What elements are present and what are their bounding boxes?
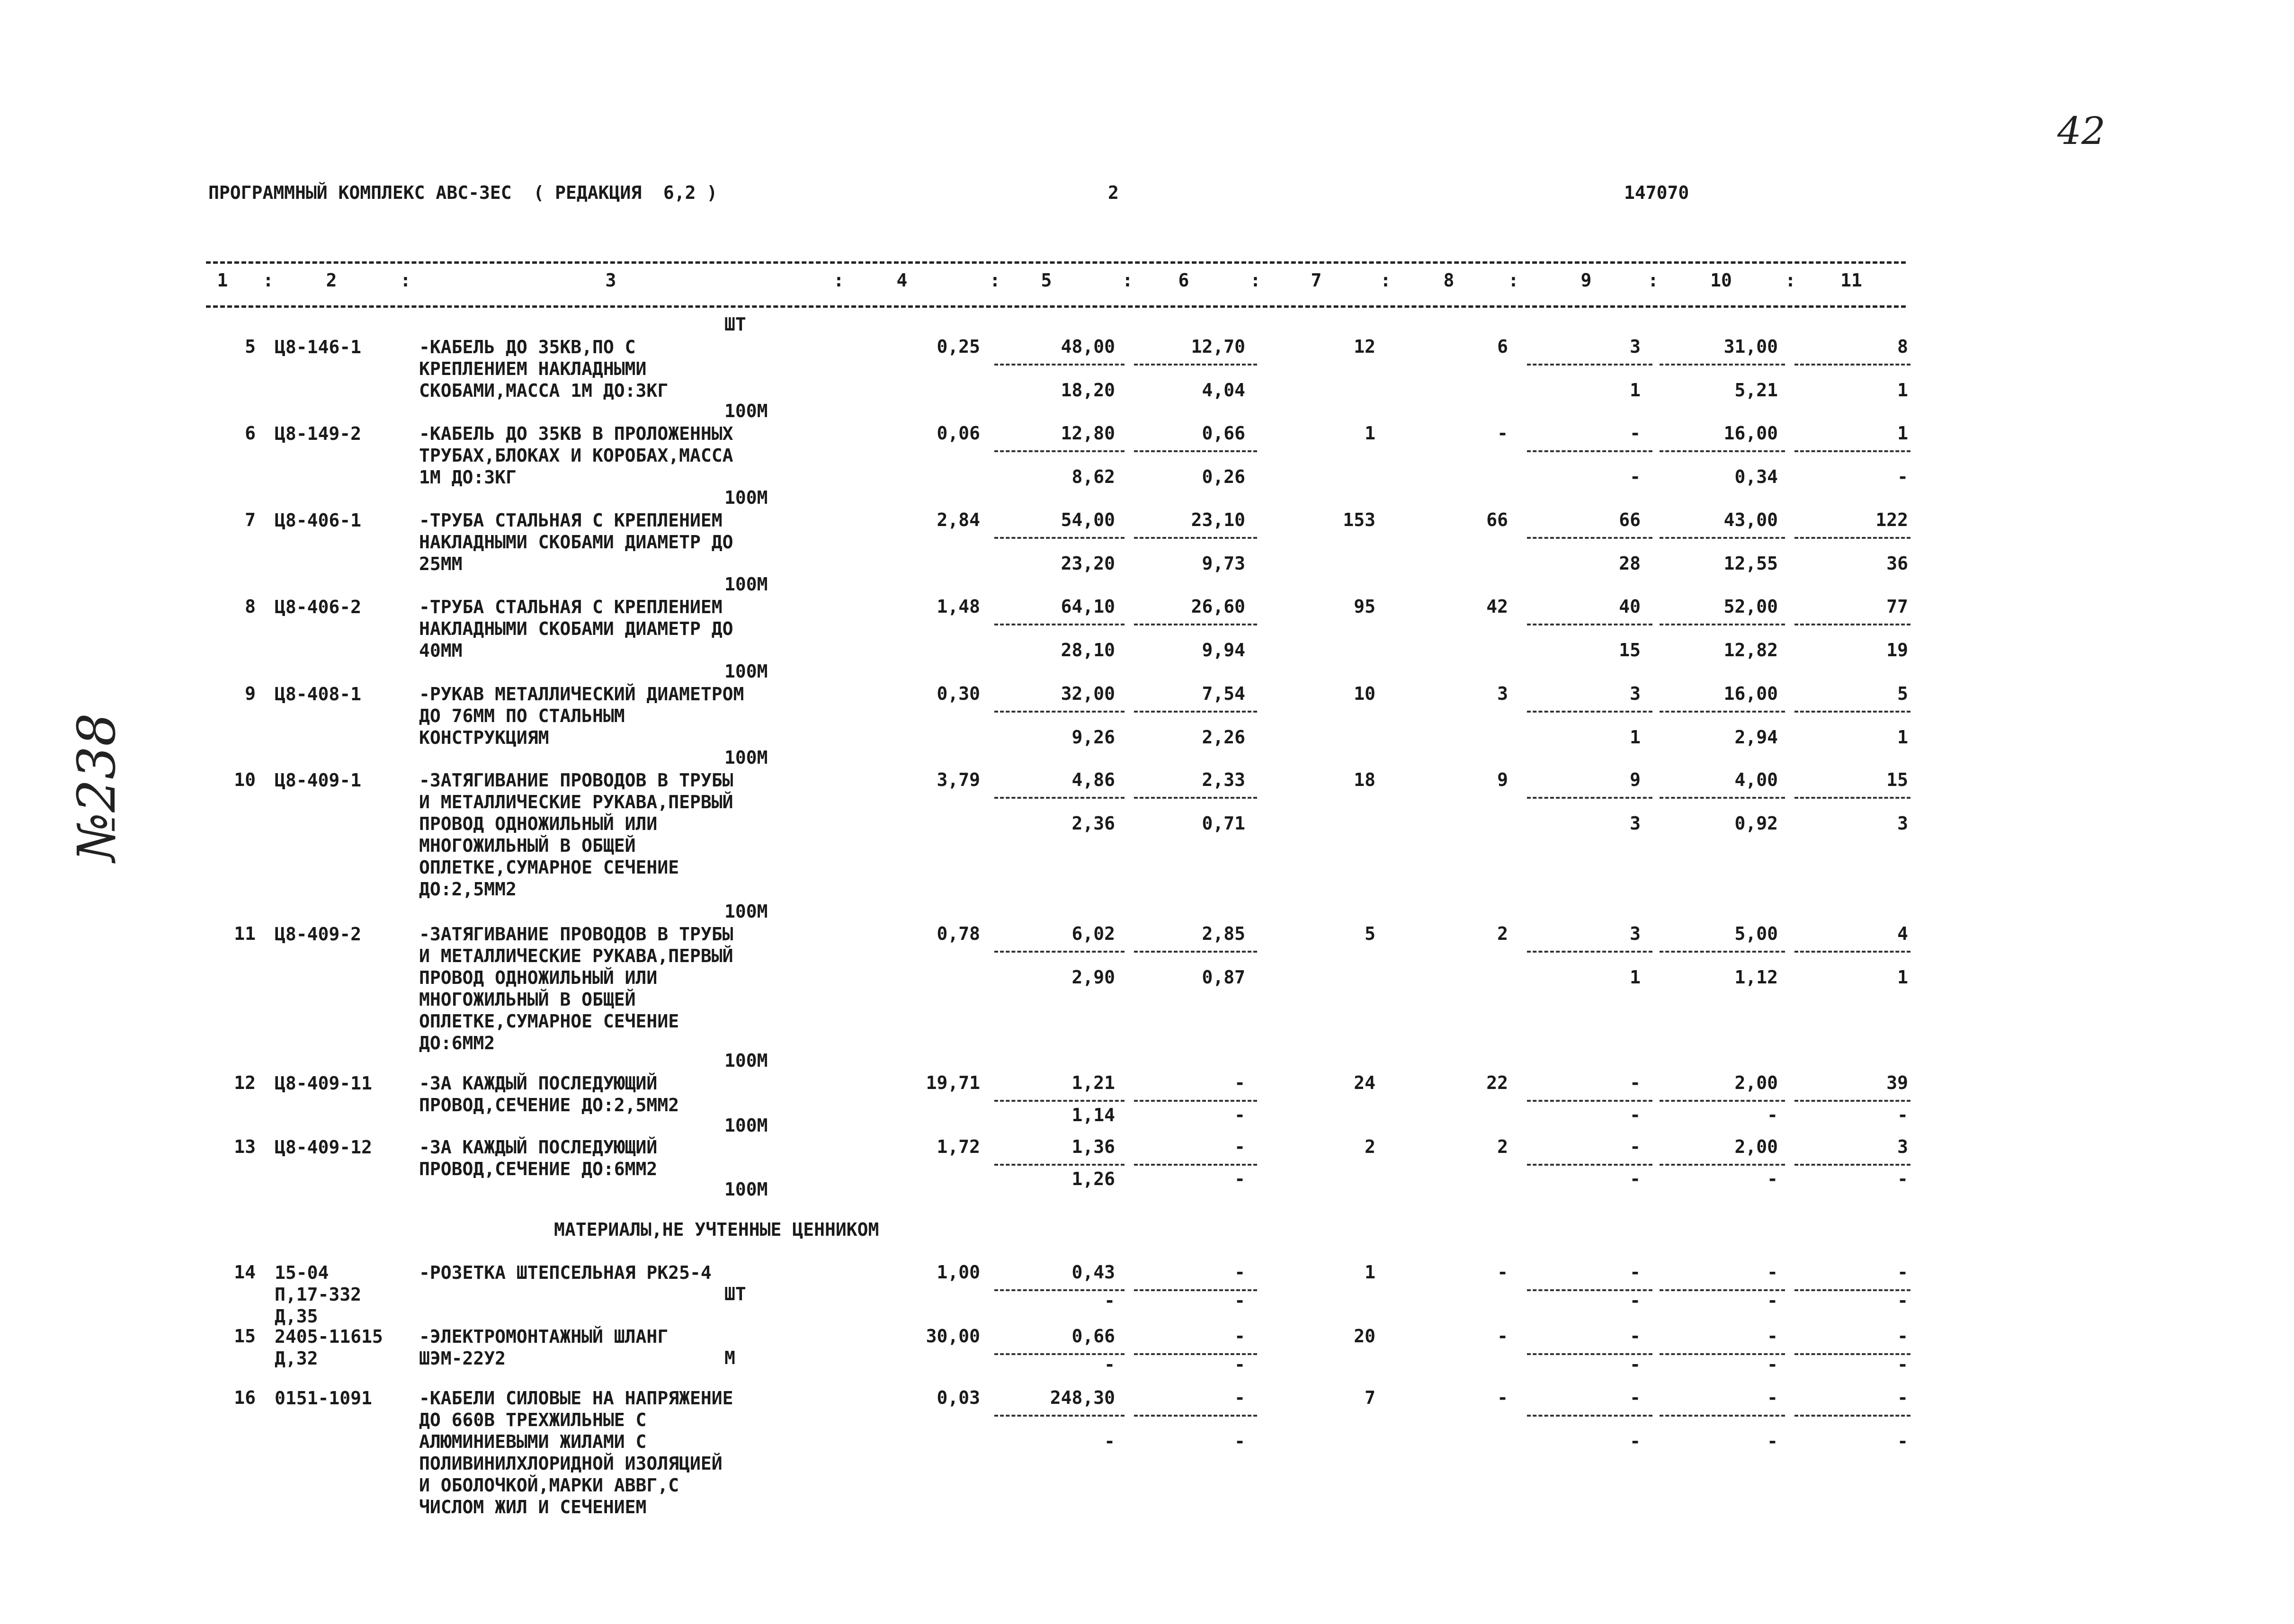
column-separator: : <box>1785 270 1796 291</box>
fraction-line <box>994 1164 1125 1166</box>
row-number: 12 <box>234 1072 256 1093</box>
fraction-line <box>1794 711 1910 713</box>
cell-c9: 40 <box>1619 596 1641 617</box>
row-code: 2405-11615 Д,32 <box>275 1326 383 1369</box>
cell-c6: 12,70 <box>1191 336 1245 357</box>
fraction-line <box>1660 951 1785 953</box>
column-separator: : <box>1122 270 1133 291</box>
cell-c9: 3 <box>1630 813 1641 834</box>
fraction-line <box>1660 450 1785 452</box>
column-separator: : <box>1380 270 1391 291</box>
cell-c5: 4,86 <box>1071 769 1115 790</box>
row-description: -ЗАТЯГИВАНИЕ ПРОВОДОВ В ТРУБЫ И МЕТАЛЛИЧЕСКИЕ РУКАВА,ПЕРВЫЙ ПРОВОД ОДНОЖИЛЬНЫЙ ИЛИ МНОГОЖИЛЬНЫЙ В ОБЩЕЙ ОПЛЕТКЕ,СУМАРНОЕ СЕЧЕНИЕ ДО:2,5ММ2 <box>419 770 733 900</box>
cell-c11: - <box>1897 1169 1908 1189</box>
cell-c4: 1,72 <box>937 1136 980 1157</box>
fraction-line <box>1527 1164 1652 1166</box>
row-unit: ШТ <box>724 314 746 335</box>
cell-c11: 19 <box>1886 640 1908 660</box>
cell-c7: 18 <box>1354 769 1375 790</box>
cell-c9: - <box>1630 1072 1641 1093</box>
cell-c9: - <box>1630 1326 1641 1347</box>
row-number: 10 <box>234 769 256 790</box>
column-separator: : <box>833 270 844 291</box>
cell-c9: - <box>1630 1387 1641 1408</box>
row-number: 7 <box>245 509 256 530</box>
cell-c6: - <box>1234 1387 1245 1408</box>
cell-c11: - <box>1897 466 1908 487</box>
cell-c11: 1 <box>1897 423 1908 444</box>
cell-c5: 1,14 <box>1071 1105 1115 1125</box>
fraction-line <box>1794 951 1910 953</box>
cell-c7: 7 <box>1365 1387 1375 1408</box>
cell-c4: 1,00 <box>937 1262 980 1283</box>
cell-c7: 10 <box>1354 683 1375 704</box>
fraction-line <box>1527 1415 1652 1417</box>
cell-c5: - <box>1104 1290 1115 1311</box>
column-header: 10 <box>1710 270 1732 291</box>
row-unit: 100М <box>724 574 768 595</box>
cell-c10: 5,21 <box>1734 380 1778 401</box>
fraction-line <box>1660 1100 1785 1102</box>
fraction-line <box>1527 797 1652 799</box>
cell-c8: - <box>1497 1262 1508 1283</box>
row-number: 5 <box>245 336 256 357</box>
fraction-line <box>994 797 1125 799</box>
row-code: 15-04 П,17-332 Д,35 <box>275 1262 362 1327</box>
cell-c5: 2,36 <box>1071 813 1115 834</box>
cell-c7: 1 <box>1365 1262 1375 1283</box>
row-code: Ц8-406-2 <box>275 597 362 617</box>
row-code: 0151-1091 <box>275 1388 372 1409</box>
row-unit: 100М <box>724 487 768 508</box>
fraction-line <box>1794 624 1910 625</box>
cell-c8: 2 <box>1497 1136 1508 1157</box>
fraction-line <box>1527 537 1652 539</box>
cell-c5: 28,10 <box>1061 640 1115 660</box>
cell-c10: - <box>1767 1387 1778 1408</box>
cell-c8: 42 <box>1486 596 1508 617</box>
cell-c7: 95 <box>1354 596 1375 617</box>
cell-c11: - <box>1897 1387 1908 1408</box>
cell-c4: 0,06 <box>937 423 980 444</box>
column-header: 2 <box>326 270 337 291</box>
cell-c9: - <box>1630 1290 1641 1311</box>
fraction-line <box>1660 537 1785 539</box>
cell-c10: 31,00 <box>1723 336 1778 357</box>
cell-c11: - <box>1897 1354 1908 1375</box>
cell-c4: 0,78 <box>937 923 980 944</box>
cell-c5: - <box>1104 1354 1115 1375</box>
column-header: 7 <box>1311 270 1322 291</box>
cell-c10: 16,00 <box>1723 683 1778 704</box>
header-program: ПРОГРАММНЫЙ КОМПЛЕКС АВС-3ЕС ( РЕДАКЦИЯ 6,2 ) <box>208 182 718 203</box>
cell-c11: 1 <box>1897 380 1908 401</box>
fraction-line <box>1794 364 1910 366</box>
row-description: -РУКАВ МЕТАЛЛИЧЕСКИЙ ДИАМЕТРОМ ДО 76ММ ПО СТАЛЬНЫМ КОНСТРУКЦИЯМ <box>419 684 744 748</box>
cell-c6: - <box>1234 1262 1245 1283</box>
row-unit: 100М <box>724 1179 768 1200</box>
row-description: -ЗАТЯГИВАНИЕ ПРОВОДОВ В ТРУБЫ И МЕТАЛЛИЧЕСКИЕ РУКАВА,ПЕРВЫЙ ПРОВОД ОДНОЖИЛЬНЫЙ ИЛИ МНОГОЖИЛЬНЫЙ В ОБЩЕЙ ОПЛЕТКЕ,СУМАРНОЕ СЕЧЕНИЕ ДО:6ММ2 <box>419 924 733 1053</box>
fraction-line <box>1527 624 1652 625</box>
fraction-line <box>1794 797 1910 799</box>
cell-c9: - <box>1630 1105 1641 1125</box>
cell-c7: 2 <box>1365 1136 1375 1157</box>
fraction-line <box>1134 951 1257 953</box>
cell-c11: 3 <box>1897 1136 1908 1157</box>
cell-c8: - <box>1497 1326 1508 1347</box>
column-separator: : <box>263 270 274 291</box>
column-header: 4 <box>896 270 908 291</box>
cell-c8: 6 <box>1497 336 1508 357</box>
cell-c10: 5,00 <box>1734 923 1778 944</box>
cell-c5: 18,20 <box>1061 380 1115 401</box>
cell-c5: - <box>1104 1431 1115 1452</box>
fraction-line <box>1794 1164 1910 1166</box>
cell-c4: 0,30 <box>937 683 980 704</box>
row-number: 6 <box>245 423 256 444</box>
cell-c9: - <box>1630 466 1641 487</box>
cell-c9: 28 <box>1619 553 1641 574</box>
cell-c10: 43,00 <box>1723 509 1778 530</box>
row-number: 14 <box>234 1262 256 1283</box>
row-unit: 100М <box>724 901 768 922</box>
header-code: 147070 <box>1624 182 1689 203</box>
cell-c9: 9 <box>1630 769 1641 790</box>
cell-c9: 1 <box>1630 967 1641 988</box>
row-code: Ц8-409-11 <box>275 1073 372 1094</box>
row-number: 13 <box>234 1136 256 1157</box>
column-header: 11 <box>1840 270 1862 291</box>
fraction-line <box>1794 1100 1910 1102</box>
fraction-line <box>994 1415 1125 1417</box>
cell-c5: 2,90 <box>1071 967 1115 988</box>
cell-c9: - <box>1630 1136 1641 1157</box>
fraction-line <box>1134 797 1257 799</box>
row-number: 16 <box>234 1387 256 1408</box>
fraction-line <box>1134 537 1257 539</box>
column-separator: : <box>1250 270 1261 291</box>
cell-c6: 0,71 <box>1202 813 1245 834</box>
row-description: -ЗА КАЖДЫЙ ПОСЛЕДУЮЩИЙ ПРОВОД,СЕЧЕНИЕ ДО:2,5ММ2 <box>419 1073 679 1115</box>
cell-c6: - <box>1234 1326 1245 1347</box>
cell-c11: 5 <box>1897 683 1908 704</box>
cell-c5: 0,43 <box>1071 1262 1115 1283</box>
cell-c10: - <box>1767 1431 1778 1452</box>
cell-c6: - <box>1234 1290 1245 1311</box>
fraction-line <box>1134 450 1257 452</box>
cell-c9: - <box>1630 423 1641 444</box>
cell-c9: 1 <box>1630 380 1641 401</box>
cell-c11: 77 <box>1886 596 1908 617</box>
row-code: Ц8-149-2 <box>275 423 362 444</box>
column-header: 6 <box>1178 270 1189 291</box>
cell-c6: - <box>1234 1136 1245 1157</box>
cell-c10: 2,94 <box>1734 727 1778 748</box>
cell-c5: 12,80 <box>1061 423 1115 444</box>
fraction-line <box>1527 1100 1652 1102</box>
cell-c9: 1 <box>1630 727 1641 748</box>
row-number: 9 <box>245 683 256 704</box>
fraction-line <box>1660 797 1785 799</box>
fraction-line <box>1527 711 1652 713</box>
cell-c10: 1,12 <box>1734 967 1778 988</box>
cell-c6: 2,33 <box>1202 769 1245 790</box>
cell-c11: 4 <box>1897 923 1908 944</box>
cell-c9: 3 <box>1630 683 1641 704</box>
fraction-line <box>994 450 1125 452</box>
fraction-line <box>1660 364 1785 366</box>
cell-c8: - <box>1497 423 1508 444</box>
fraction-line <box>994 1100 1125 1102</box>
row-description: -КАБЕЛЬ ДО 35КВ,ПО С КРЕПЛЕНИЕМ НАКЛАДНЫМИ СКОБАМИ,МАССА 1М ДО:3КГ <box>419 337 669 401</box>
row-code: Ц8-409-12 <box>275 1137 372 1158</box>
cell-c6: 7,54 <box>1202 683 1245 704</box>
cell-c6: - <box>1234 1072 1245 1093</box>
table-header-rule <box>206 305 1906 308</box>
cell-c5: 1,36 <box>1071 1136 1115 1157</box>
cell-c6: 9,94 <box>1202 640 1245 660</box>
cell-c7: 20 <box>1354 1326 1375 1347</box>
row-description: -ТРУБА СТАЛЬНАЯ С КРЕПЛЕНИЕМ НАКЛАДНЫМИ СКОБАМИ ДИАМЕТР ДО 25ММ <box>419 510 733 574</box>
fraction-line <box>994 624 1125 625</box>
cell-c10: 12,82 <box>1723 640 1778 660</box>
fraction-line <box>1134 364 1257 366</box>
fraction-line <box>1527 450 1652 452</box>
cell-c4: 19,71 <box>926 1072 980 1093</box>
section-title: МАТЕРИАЛЫ,НЕ УЧТЕННЫЕ ЦЕННИКОМ <box>554 1219 879 1240</box>
row-unit: 100М <box>724 1115 768 1136</box>
cell-c11: 1 <box>1897 967 1908 988</box>
cell-c11: 39 <box>1886 1072 1908 1093</box>
cell-c5: 1,26 <box>1071 1169 1115 1189</box>
fraction-line <box>994 951 1125 953</box>
cell-c8: 9 <box>1497 769 1508 790</box>
cell-c6: - <box>1234 1431 1245 1452</box>
cell-c10: 4,00 <box>1734 769 1778 790</box>
header-page: 2 <box>1108 182 1119 203</box>
cell-c10: 52,00 <box>1723 596 1778 617</box>
cell-c8: - <box>1497 1387 1508 1408</box>
cell-c7: 1 <box>1365 423 1375 444</box>
cell-c11: 8 <box>1897 336 1908 357</box>
row-unit: 100М <box>724 1050 768 1071</box>
cell-c9: 3 <box>1630 336 1641 357</box>
fraction-line <box>1527 951 1652 953</box>
cell-c6: - <box>1234 1105 1245 1125</box>
fraction-line <box>1134 711 1257 713</box>
fraction-line <box>1134 1164 1257 1166</box>
cell-c6: 4,04 <box>1202 380 1245 401</box>
fraction-line <box>1660 711 1785 713</box>
column-separator: : <box>1508 270 1519 291</box>
cell-c5: 8,62 <box>1071 466 1115 487</box>
row-unit: М <box>724 1347 735 1368</box>
cell-c11: 36 <box>1886 553 1908 574</box>
row-description: -КАБЕЛИ СИЛОВЫЕ НА НАПРЯЖЕНИЕ ДО 660В ТРЕХЖИЛЬНЫЕ С АЛЮМИНИЕВЫМИ ЖИЛАМИ С ПОЛИВИНИЛХЛОРИДНОЙ ИЗОЛЯЦИЕЙ И ОБОЛОЧКОЙ,МАРКИ АВВГ,С ЧИСЛОМ ЖИЛ И СЕЧЕНИЕМ <box>419 1388 733 1517</box>
row-code: Ц8-408-1 <box>275 684 362 705</box>
row-description: -КАБЕЛЬ ДО 35КВ В ПРОЛОЖЕННЫХ ТРУБАХ,БЛОКАХ И КОРОБАХ,МАССА 1М ДО:3КГ <box>419 423 733 488</box>
cell-c5: 1,21 <box>1071 1072 1115 1093</box>
cell-c9: - <box>1630 1354 1641 1375</box>
cell-c5: 48,00 <box>1061 336 1115 357</box>
cell-c8: 2 <box>1497 923 1508 944</box>
fraction-line <box>1794 537 1910 539</box>
cell-c10: 2,00 <box>1734 1072 1778 1093</box>
fraction-line <box>1527 364 1652 366</box>
cell-c10: 0,34 <box>1734 466 1778 487</box>
row-code: Ц8-409-2 <box>275 924 362 945</box>
cell-c5: 9,26 <box>1071 727 1115 748</box>
cell-c10: - <box>1767 1290 1778 1311</box>
fraction-line <box>994 711 1125 713</box>
cell-c10: 12,55 <box>1723 553 1778 574</box>
fraction-line <box>1134 1100 1257 1102</box>
cell-c4: 3,79 <box>937 769 980 790</box>
table-top-rule <box>206 261 1906 264</box>
cell-c9: 66 <box>1619 509 1641 530</box>
fraction-line <box>994 364 1125 366</box>
cell-c11: 15 <box>1886 769 1908 790</box>
column-separator: : <box>1648 270 1659 291</box>
cell-c10: 0,92 <box>1734 813 1778 834</box>
fraction-line <box>1794 450 1910 452</box>
cell-c6: 2,26 <box>1202 727 1245 748</box>
cell-c5: 54,00 <box>1061 509 1115 530</box>
cell-c11: - <box>1897 1326 1908 1347</box>
cell-c11: - <box>1897 1290 1908 1311</box>
fraction-line <box>994 537 1125 539</box>
cell-c5: 32,00 <box>1061 683 1115 704</box>
row-description: -ЭЛЕКТРОМОНТАЖНЫЙ ШЛАНГ ШЭМ-22У2 <box>419 1326 669 1369</box>
row-code: Ц8-406-1 <box>275 510 362 531</box>
cell-c10: - <box>1767 1169 1778 1189</box>
cell-c7: 12 <box>1354 336 1375 357</box>
column-separator: : <box>990 270 1000 291</box>
cell-c8: 66 <box>1486 509 1508 530</box>
cell-c6: - <box>1234 1169 1245 1189</box>
cell-c5: 248,30 <box>1050 1387 1115 1408</box>
cell-c6: 9,73 <box>1202 553 1245 574</box>
column-header: 3 <box>605 270 616 291</box>
cell-c4: 0,03 <box>937 1387 980 1408</box>
cell-c4: 1,48 <box>937 596 980 617</box>
cell-c10: 16,00 <box>1723 423 1778 444</box>
cell-c9: 3 <box>1630 923 1641 944</box>
cell-c11: 122 <box>1875 509 1908 530</box>
cell-c11: - <box>1897 1262 1908 1283</box>
fraction-line <box>1794 1415 1910 1417</box>
cell-c10: 2,00 <box>1734 1136 1778 1157</box>
cell-c6: 0,66 <box>1202 423 1245 444</box>
cell-c10: - <box>1767 1105 1778 1125</box>
fraction-line <box>1660 1164 1785 1166</box>
cell-c9: - <box>1630 1431 1641 1452</box>
page-number: 42 <box>2057 109 2106 153</box>
row-number: 11 <box>234 923 256 944</box>
column-header: 9 <box>1580 270 1592 291</box>
row-number: 8 <box>245 596 256 617</box>
row-description: -ТРУБА СТАЛЬНАЯ С КРЕПЛЕНИЕМ НАКЛАДНЫМИ СКОБАМИ ДИАМЕТР ДО 40ММ <box>419 597 733 661</box>
row-unit: ШТ <box>724 1284 746 1304</box>
cell-c4: 2,84 <box>937 509 980 530</box>
fraction-line <box>1134 1415 1257 1417</box>
sheet-number: №238 <box>66 713 127 862</box>
fraction-line <box>1134 624 1257 625</box>
row-number: 15 <box>234 1326 256 1347</box>
cell-c5: 23,20 <box>1061 553 1115 574</box>
row-code: Ц8-409-1 <box>275 770 362 791</box>
cell-c7: 5 <box>1365 923 1375 944</box>
cell-c9: - <box>1630 1262 1641 1283</box>
fraction-line <box>1660 624 1785 625</box>
cell-c7: 24 <box>1354 1072 1375 1093</box>
cell-c9: - <box>1630 1169 1641 1189</box>
column-header: 5 <box>1041 270 1052 291</box>
row-unit: 100М <box>724 747 768 768</box>
fraction-line <box>1660 1415 1785 1417</box>
cell-c11: - <box>1897 1431 1908 1452</box>
cell-c10: - <box>1767 1262 1778 1283</box>
cell-c4: 30,00 <box>926 1326 980 1347</box>
cell-c5: 6,02 <box>1071 923 1115 944</box>
cell-c6: 0,26 <box>1202 466 1245 487</box>
cell-c11: - <box>1897 1105 1908 1125</box>
row-description: -РОЗЕТКА ШТЕПСЕЛЬНАЯ РК25-4 <box>419 1262 712 1283</box>
cell-c4: 0,25 <box>937 336 980 357</box>
cell-c8: 3 <box>1497 683 1508 704</box>
cell-c11: 3 <box>1897 813 1908 834</box>
row-unit: 100М <box>724 661 768 682</box>
cell-c5: 64,10 <box>1061 596 1115 617</box>
cell-c8: 22 <box>1486 1072 1508 1093</box>
row-unit: 100М <box>724 401 768 421</box>
cell-c10: - <box>1767 1326 1778 1347</box>
column-header: 1 <box>217 270 228 291</box>
cell-c11: 1 <box>1897 727 1908 748</box>
cell-c6: 0,87 <box>1202 967 1245 988</box>
cell-c7: 153 <box>1343 509 1375 530</box>
column-separator: : <box>400 270 411 291</box>
column-header: 8 <box>1443 270 1455 291</box>
cell-c5: 0,66 <box>1071 1326 1115 1347</box>
cell-c6: 2,85 <box>1202 923 1245 944</box>
cell-c6: 23,10 <box>1191 509 1245 530</box>
row-code: Ц8-146-1 <box>275 337 362 357</box>
cell-c9: 15 <box>1619 640 1641 660</box>
cell-c6: 26,60 <box>1191 596 1245 617</box>
cell-c10: - <box>1767 1354 1778 1375</box>
cell-c6: - <box>1234 1354 1245 1375</box>
row-description: -ЗА КАЖДЫЙ ПОСЛЕДУЮЩИЙ ПРОВОД,СЕЧЕНИЕ ДО:6ММ2 <box>419 1137 658 1179</box>
